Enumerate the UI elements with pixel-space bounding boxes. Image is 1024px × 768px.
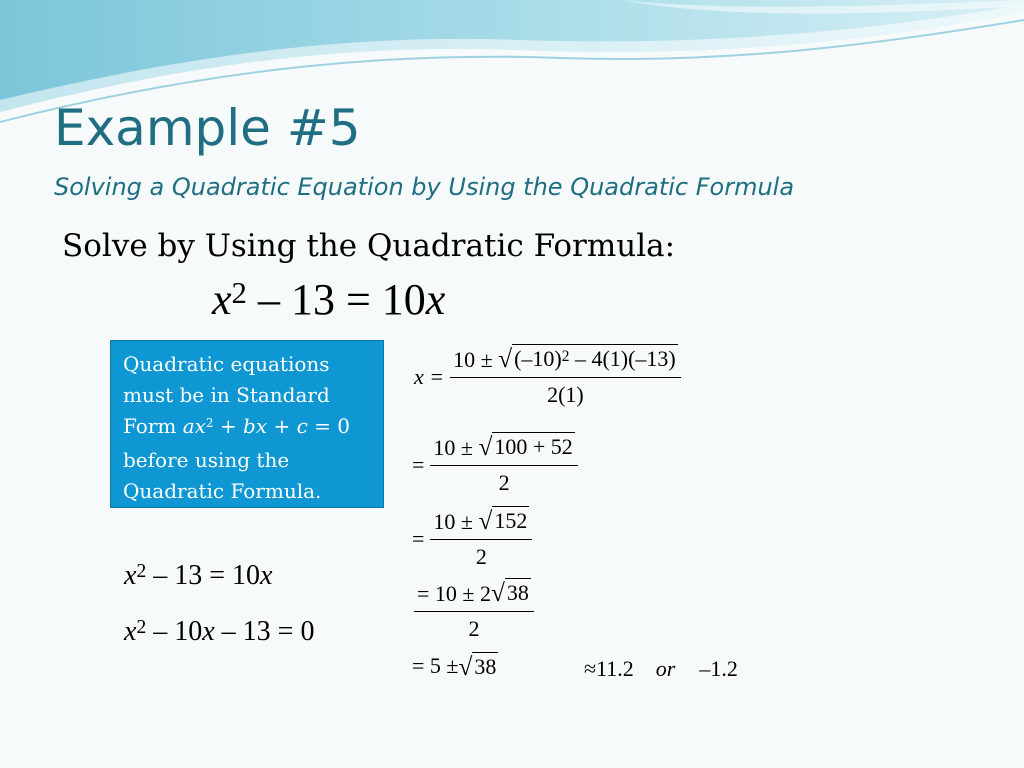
fraction: = 10 ± 2 √ 38 2 <box>414 578 534 644</box>
note-line: must be in Standard <box>123 383 330 407</box>
solution-step-1: x = 10 ± √ $(-10)^2 - 4(1)(-13)$ 2(1) <box>414 344 683 410</box>
fraction: 10 ± √ $(-10)^2 - 4(1)(-13)$ 2(1) <box>450 344 681 410</box>
standard-form-note <box>110 340 384 508</box>
note-standard-form-line: Form $ax^2$ + bx + c = 0 <box>123 414 351 438</box>
original-equation: $x^2 - 13 = 10x$ <box>124 560 273 591</box>
square-root: √ $(-10)^2 - 4(1)(-13)$ <box>498 345 676 374</box>
fraction: 10 ± √ 100 + 52 2 <box>430 432 577 498</box>
note-line: Quadratic Formula. <box>123 479 322 503</box>
square-root: √ 38 <box>458 653 497 682</box>
slide-subtitle: Solving a Quadratic Equation by Using the Quadratic Formula <box>54 173 795 201</box>
standard-form-equation: $x^2 - 10x - 13 = 0$ <box>124 616 315 647</box>
slide-title: Example #5 <box>54 99 361 157</box>
solution-step-4 <box>412 578 536 644</box>
fraction: 10 ± √ 152 2 <box>430 506 532 572</box>
square-root: √ 100 + 52 <box>478 433 573 462</box>
note-line: Quadratic equations <box>123 352 330 376</box>
square-root: √ 38 <box>490 579 529 608</box>
instruction-text: Solve by Using the Quadratic Formula: <box>62 228 676 264</box>
note-line: before using the <box>123 448 290 472</box>
solution-step-5: = 5 ± √ 38 <box>412 653 497 682</box>
solution-step-3: = 10 ± √ 152 2 <box>412 506 534 572</box>
main-equation: $x^2 - 13 = 10x$ <box>212 275 446 324</box>
square-root: √ 152 <box>478 507 528 536</box>
approximate-solutions: ≈ 11.2 or –1.2 <box>584 656 738 681</box>
solution-step-2: = 10 ± √ 100 + 52 2 <box>412 432 580 498</box>
